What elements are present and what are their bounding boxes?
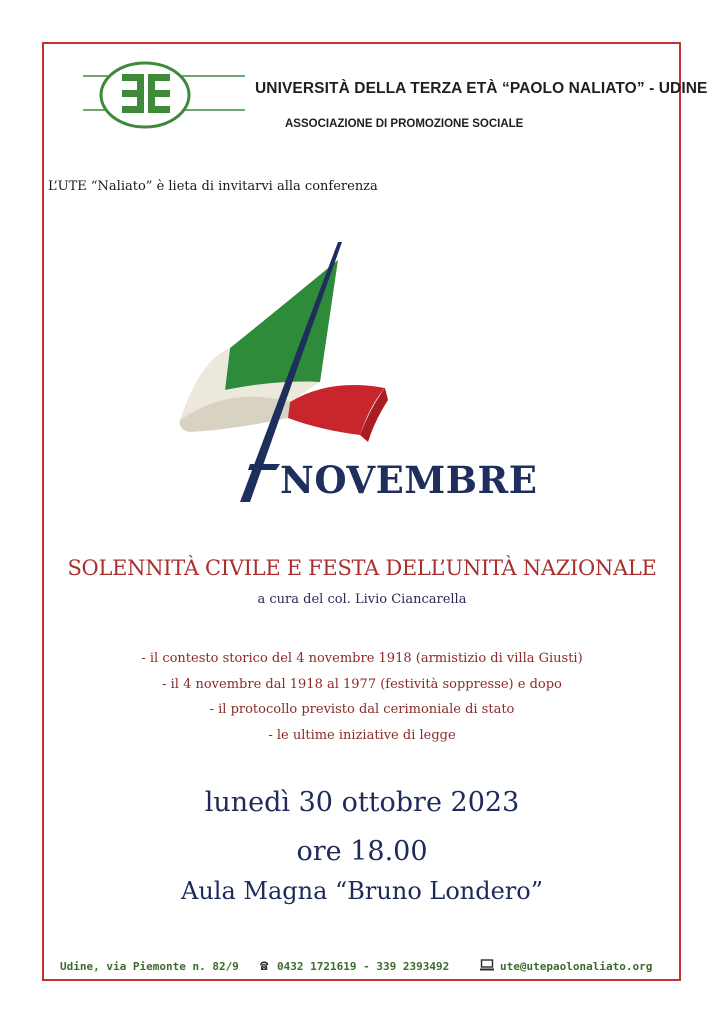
event-curator: a cura del col. Livio Ciancarella <box>257 592 467 607</box>
intro-text: L’UTE “Naliato” è lieta di invitarvi alla conferenza <box>48 179 378 194</box>
event-time: ore 18.00 <box>296 836 428 867</box>
org-name: UNIVERSITÀ DELLA TERZA ETÀ “PAOLO NALIATO” - UDINE <box>255 80 708 97</box>
november-word: NOVEMBRE <box>280 458 538 502</box>
topic-item: - il 4 novembre dal 1918 al 1977 (festività soppresse) e dopo <box>162 676 562 692</box>
flag-green-band <box>225 260 338 390</box>
phone-icon: ☎ <box>260 958 269 974</box>
org-subtitle: ASSOCIAZIONE DI PROMOZIONE SOCIALE <box>285 118 524 130</box>
footer-email[interactable]: ute@utepaolonaliato.org <box>500 960 653 973</box>
topic-item: - il contesto storico del 4 novembre 1918 (armistizio di villa Giusti) <box>141 651 583 666</box>
topics-list <box>0 646 724 748</box>
event-title: SOLENNITÀ CIVILE E FESTA DELL’UNITÀ NAZIONALE <box>67 556 657 580</box>
computer-icon <box>480 958 494 975</box>
footer <box>60 958 664 978</box>
header <box>75 50 708 140</box>
topic-item: - le ultime iniziative di legge <box>268 727 456 743</box>
footer-address: Udine, via Piemonte n. 82/9 <box>60 960 239 973</box>
ute-logo-icon <box>75 50 255 140</box>
topic-item: - il protocollo previsto dal cerimoniale di stato <box>209 702 515 717</box>
event-venue: Aula Magna “Bruno Londero” <box>180 877 543 905</box>
event-date: lunedì 30 ottobre 2023 <box>204 787 520 818</box>
footer-phone: 0432 1721619 - 339 2393492 <box>277 960 450 973</box>
